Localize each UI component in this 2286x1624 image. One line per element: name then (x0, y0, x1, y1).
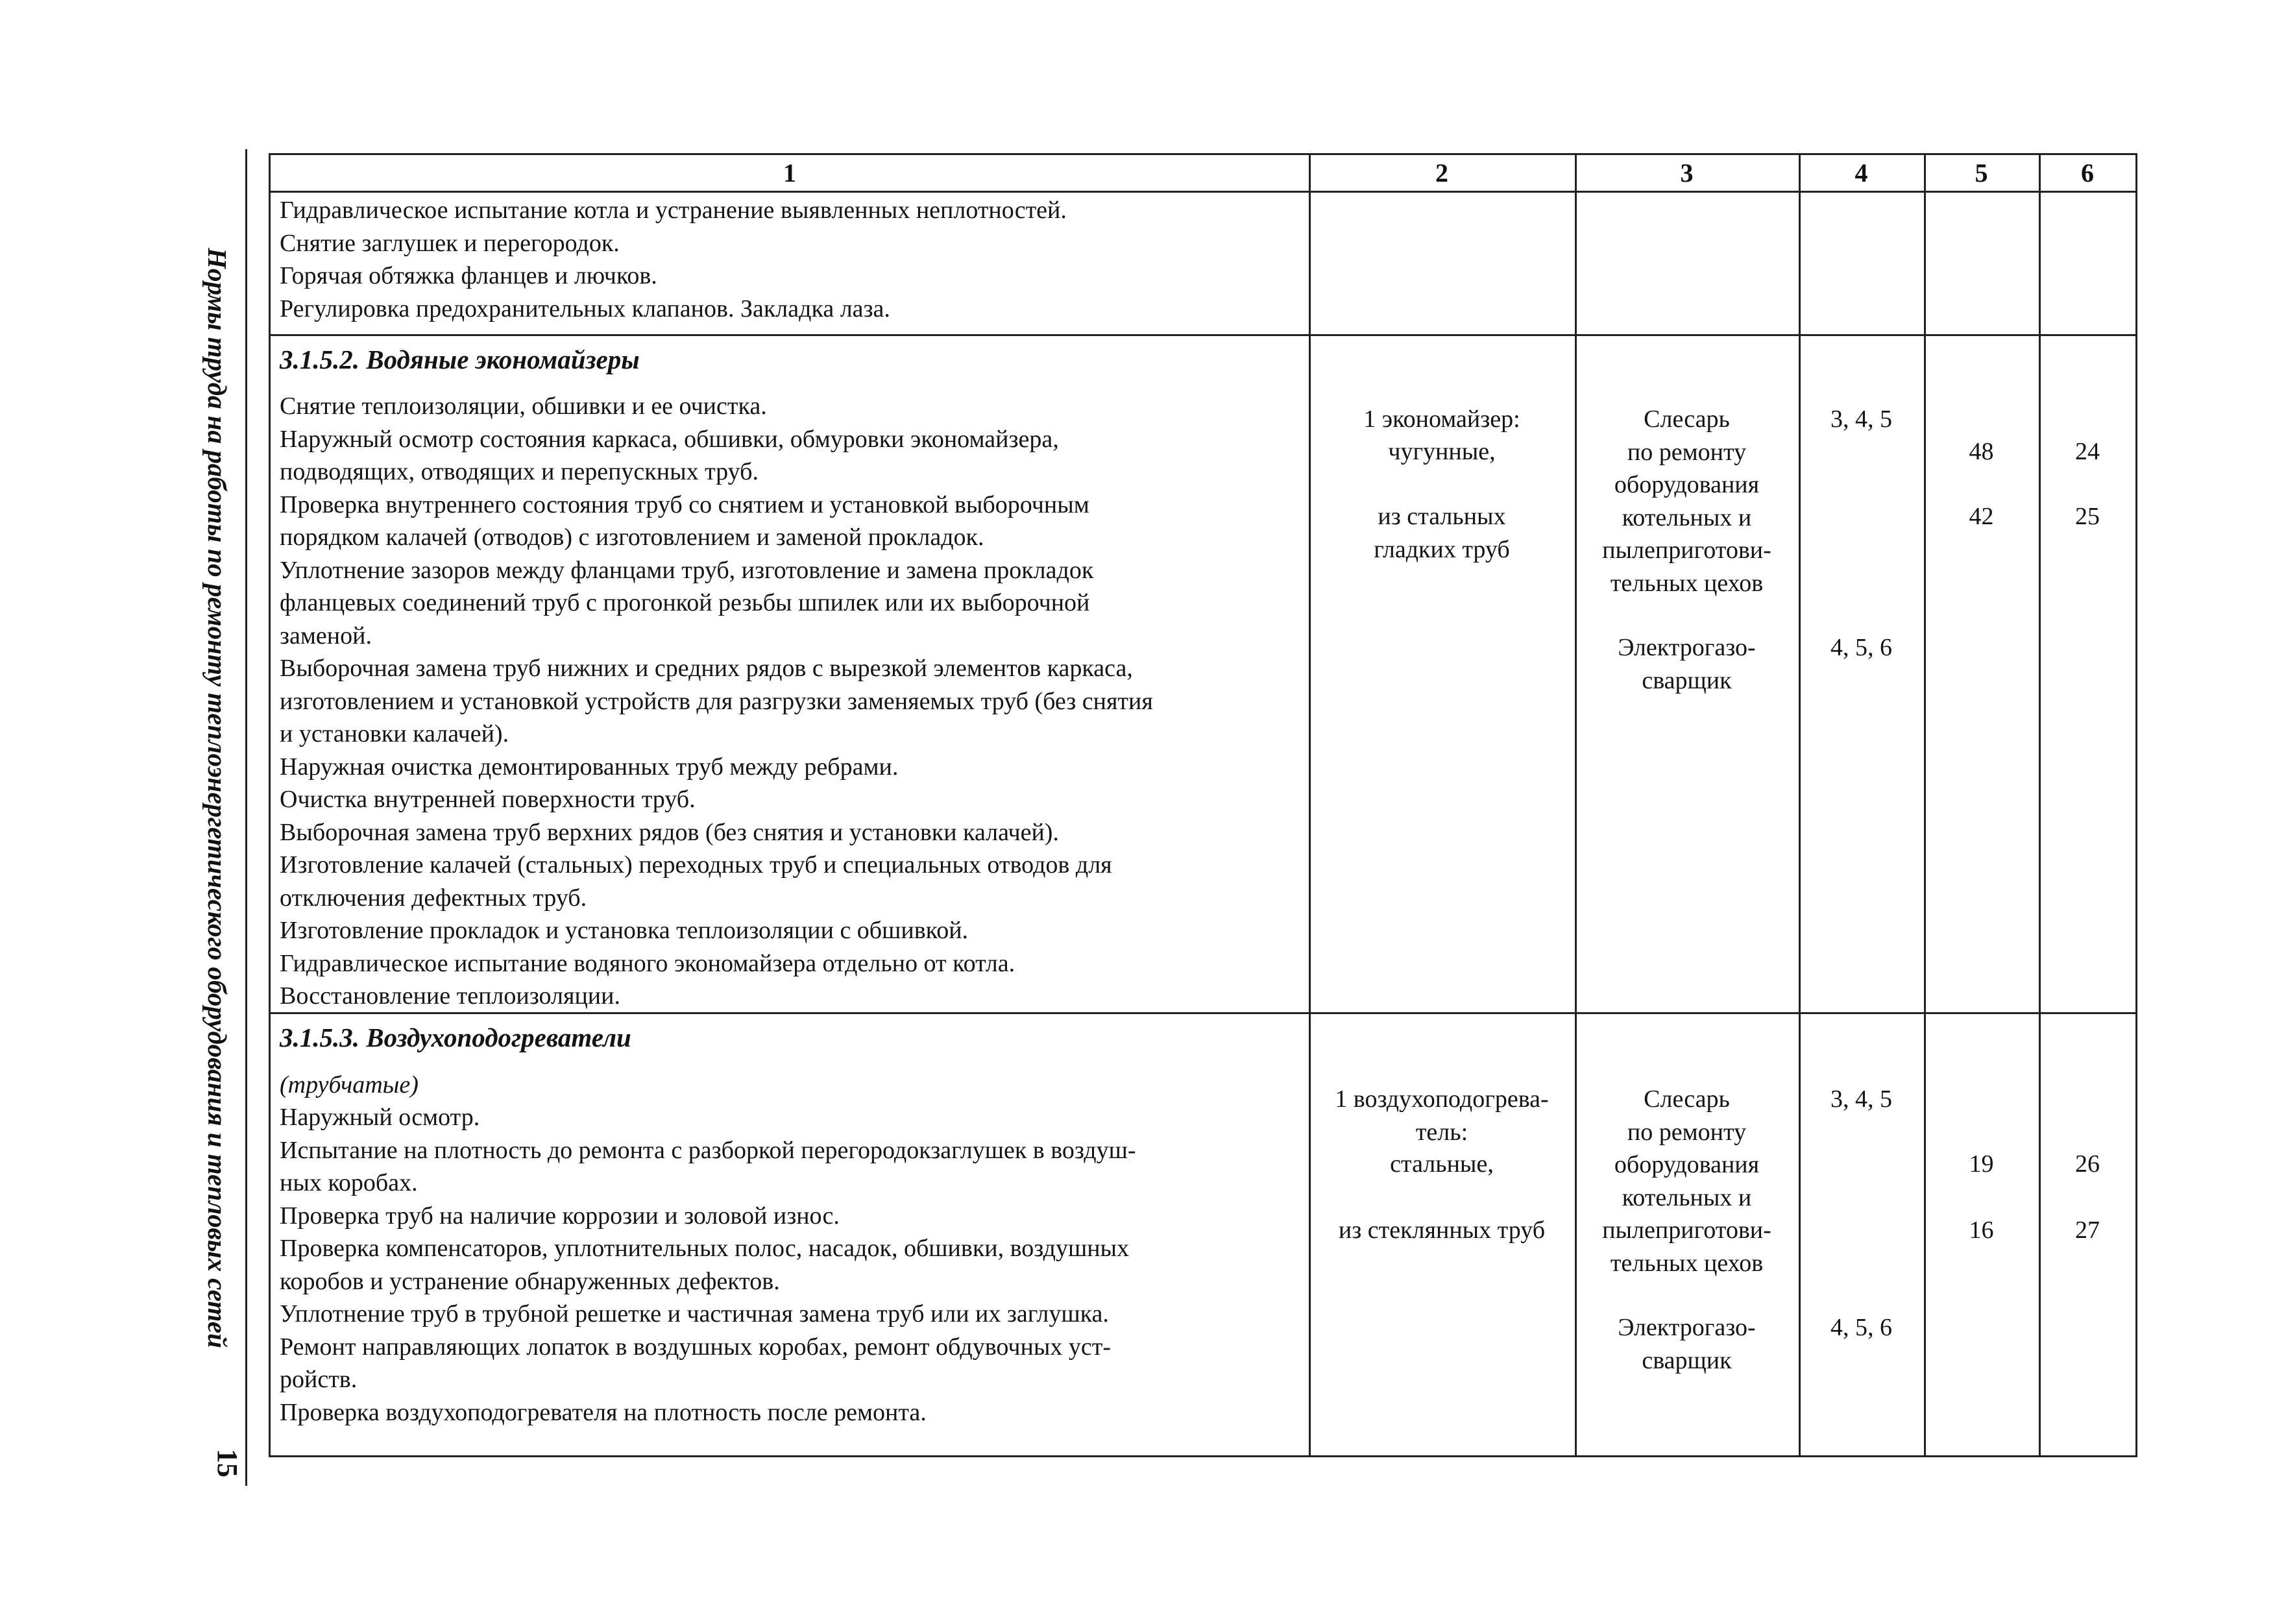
row-top-work-text: Гидравлическое испытание котла и устранение выявленных неплотностей. Снятие заглушек и перегородок. Горячая обтяжка фланцев и лючков. Регулировка предохранительных клапанов. Закладка лаза. (280, 197, 1067, 322)
economizers-grade-fitter: 3, 4, 5 (1830, 406, 1892, 433)
airheaters-col5-steel: 19 (1969, 1150, 1994, 1178)
margin-rule (245, 149, 247, 1486)
header-col-3: 3 (1680, 158, 1694, 188)
page-number: 15 (212, 1449, 243, 1477)
airheaters-work-text: Наружный осмотр. Испытание на плотность до ремонта с разборкой перегородокзаглушек в воздуш- ных коробах. Проверка труб на наличие коррозии и золовой износ. Проверка компенсаторов, уплотнительных полос, насадок, обшивки, воздушных коробов и устранение обнаруженных дефектов. Уплотнение труб в трубной решетке и частичная замена труб или их заглушка. Ремонт направляющих лопаток в воздушных коробах, ремонт обдувочных уст- ройств. Проверка воздухоподогревателя на плотность после ремонта. (280, 1104, 1136, 1426)
section-title-economizers: 3.1.5.2. Водяные экономайзеры (280, 345, 640, 374)
airheaters-col5-glass: 16 (1969, 1217, 1994, 1244)
section-title-airheaters: 3.1.5.3. Воздухоподогреватели (280, 1023, 631, 1052)
airheaters-unit-label: 1 воздухоподогрева- тель: (1335, 1085, 1549, 1146)
airheaters-col6-glass: 27 (2075, 1217, 2100, 1244)
header-col-1: 1 (783, 158, 796, 188)
airheaters-unit-glass: из стеклянных труб (1338, 1217, 1546, 1244)
airheaters-grade-fitter: 3, 4, 5 (1830, 1085, 1892, 1113)
airheaters-worker-fitter: Слесарь по ремонту оборудования котельных и пылеприготови- тельных цехов (1602, 1085, 1771, 1277)
airheaters-subtitle: (трубчатые) (280, 1071, 419, 1098)
economizers-unit-steel: из стальных гладких труб (1374, 503, 1510, 563)
column-divider (1924, 155, 1926, 1455)
economizers-unit-label: 1 экономайзер: (1363, 406, 1520, 433)
norms-table (269, 153, 2137, 1457)
header-col-4: 4 (1854, 158, 1868, 188)
airheaters-worker-welder: Электрогазо- сварщик (1618, 1314, 1756, 1374)
airheaters-col6-steel: 26 (2075, 1150, 2100, 1178)
column-divider (1309, 155, 1311, 1455)
airheaters-grade-welder: 4, 5, 6 (1830, 1314, 1892, 1341)
header-col-5: 5 (1975, 158, 1988, 188)
economizers-col5-steel: 42 (1969, 503, 1994, 530)
header-col-6: 6 (2081, 158, 2094, 188)
economizers-grade-welder: 4, 5, 6 (1830, 634, 1892, 661)
header-col-2: 2 (1435, 158, 1448, 188)
airheaters-unit-steel: стальные, (1390, 1150, 1494, 1178)
column-divider (1799, 155, 1801, 1455)
economizers-col6-cast-iron: 24 (2075, 438, 2100, 465)
economizers-work-text: Снятие теплоизоляции, обшивки и ее очистка. Наружный осмотр состояния каркаса, обшивки, обмуровки экономайзера, подводящих, отводящих и перепускных труб. Проверка внутреннего состояния труб со снятием и установкой выборочным порядком калачей (отводов) с изготовлением и заменой прокладок. Уплотнение зазоров между фланцами труб, изготовление и замена прокладок фланцевых соединений труб с прогонкой резьбы шпилек или их выборочной заменой. Выборочная замена труб нижних и средних рядов с вырезкой элементов каркаса, изготовлением и установкой устройств для разгрузки заменяемых труб (без снятия и установки калачей). Наружная очистка демонтированных труб между ребрами. Очистка внутренней поверхности труб. Выборочная замена труб верхних рядов (без снятия и установки калачей). Изготовление калачей (стальных) переходных труб и специальных отводов для отключения дефектных труб. Изготовление прокладок и установка теплоизоляции с обшивкой. Гидравлическое испытание водяного экономайзера отдельно от котла. Восстановление теплоизоляции. (280, 393, 1153, 1010)
economizers-worker-fitter: Слесарь по ремонту оборудования котельных и пылеприготови- тельных цехов (1602, 406, 1771, 597)
economizers-worker-welder: Электрогазо- сварщик (1618, 634, 1756, 694)
economizers-unit-cast-iron: чугунные, (1388, 438, 1496, 465)
economizers-col6-steel: 25 (2075, 503, 2100, 530)
column-divider (2039, 155, 2041, 1455)
row-divider (271, 334, 2135, 336)
running-title: Нормы труда на работы по ремонту теплоэнергетического оборудования и тепловых сетей (202, 248, 232, 1348)
economizers-col5-cast-iron: 48 (1969, 438, 1994, 465)
